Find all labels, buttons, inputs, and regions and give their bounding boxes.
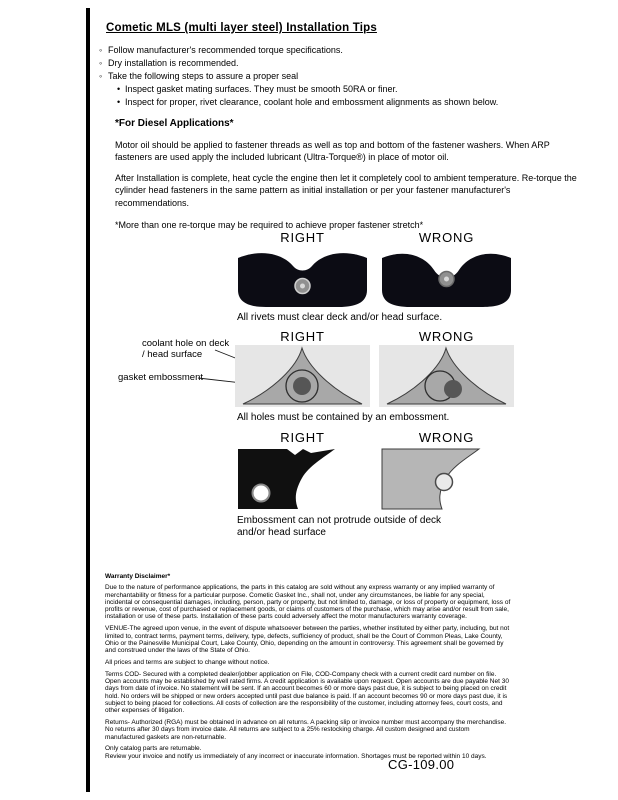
tip-text: Inspect gasket mating surfaces. They must be smooth 50RA or finer. <box>125 84 398 94</box>
list-item <box>99 97 577 109</box>
diesel-heading: *For Diesel Applications* <box>115 118 234 129</box>
list-item <box>99 84 577 96</box>
tip-text: Dry installation is recommended. <box>108 58 239 68</box>
wrong-column-label: WRONG <box>418 230 475 245</box>
disclaimer-heading: Warranty Disclaimer* <box>105 573 171 580</box>
disclaimer-paragraph: VENUE-The agreed upon venue, in the event of dispute whatsoever between the parties, whether instituted by either party, including, but not limited to, contract terms, payment terms, delivery, type, defects, sufficiency of product, shall be the Court of Common Pleas, Lake County, Ohio or the Painesville Municipal Court, Lake County, Ohio, depending on the amount in controversy. This agreement shall be governed by and construed under the laws of the State of Ohio. <box>105 625 510 655</box>
diesel-paragraph: Motor oil should be applied to fastener threads as well as top and bottom of the fastener washers. When ARP fasteners are used apply the included lubricant (Ultra-Torque®) in place of motor oil. <box>115 139 550 162</box>
circle-bullet-icon: ◦ <box>99 58 103 68</box>
disclaimer-paragraph: Returns- Authorized (RGA) must be obtained in advance on all returns. A packing slip or invoice number must accompany the merchandise. No returns after 30 days from invoice date. All returns are subject to a 25% restocking charge. All custom designed and custom manufactured gaskets are non-returnable. <box>105 719 507 741</box>
disclaimer-paragraph: Only catalog parts are returnable. <box>105 745 202 753</box>
list-item <box>99 45 577 57</box>
embossment-containment-wrong-diagram <box>379 345 514 407</box>
right-column-label: RIGHT <box>280 230 325 245</box>
diagram-caption: All holes must be contained by an embossment. <box>237 412 450 423</box>
gasket-embossment-callout: gasket embossment <box>118 372 204 383</box>
wrong-column-label: WRONG <box>418 430 475 445</box>
warranty-disclaimer-section <box>105 573 511 765</box>
disclaimer-paragraph: Terms COD- Secured with a completed dealer/jobber application on File, COD-Company check with a current credit card number on file. Open accounts may be established by well rated firms. A credit application is available upon request. Open accounts are due payable Net 30 days from date of invoice. No statement will be sent. If an account becomes 60 or more days past due, it is subject to being placed on credit hold. No orders will be shipped or new orders accepted until past due balance is paid. If an account becomes 90 or more days past due, it is subject to being placed for collections. All costs of collection are the responsibility of the customer, including attorney fees, court costs, and other expenses of litigation. <box>105 670 509 715</box>
circle-bullet-icon: ◦ <box>99 45 103 55</box>
rivet-clearance-wrong-diagram <box>379 246 514 310</box>
coolant-hole-callout: coolant hole on deck / head surface <box>142 338 230 360</box>
embossment-protrusion-right-diagram <box>235 446 370 512</box>
page-title: Cometic MLS (multi layer steel) Installation Tips <box>106 22 377 34</box>
embossment-containment-right-diagram <box>235 345 370 407</box>
right-column-label: RIGHT <box>280 329 325 344</box>
retorque-note: *More than one re-torque may be required to achieve proper fastener stretch* <box>115 220 424 230</box>
diagram-caption: Embossment can not protrude outside of deck and/or head surface <box>237 515 442 538</box>
diesel-paragraph: After Installation is complete, heat cycle the engine then let it completely cool to ambient temperature. Re-torque the cylinder head fasteners in the same pattern as initial installation or per your fastener manufacturer's recommendations. <box>115 172 577 208</box>
dot-bullet-icon: • <box>117 97 121 107</box>
tip-text: Follow manufacturer's recommended torque specifications. <box>108 45 343 55</box>
page-code: CG-109.00 <box>388 757 455 772</box>
list-item <box>99 71 577 83</box>
tip-text: Take the following steps to assure a proper seal <box>108 71 299 81</box>
circle-bullet-icon: ◦ <box>99 71 103 81</box>
diesel-applications-section <box>115 118 577 240</box>
diagram-caption: All rivets must clear deck and/or head surface. <box>237 312 443 323</box>
disclaimer-paragraph: All prices and terms are subject to change without notice. <box>105 658 270 666</box>
disclaimer-paragraph: Due to the nature of performance applications, the parts in this catalog are sold without any express warranty or any implied warranty of merchantability or fitness for a particular purpose. Cometic Gasket Inc., shall not, under any circumstances, be liable for any special, incidental or consequential damages, including, person, party or property, but not limited to, damage, or loss of property or equipment, loss of profits or revenue, cost of purchased or replacement goods, or claims of customers of the purchase, which may arise and/or result from sale, installation or use of these parts. Installation of these parts could adversely affect the motor manufacturers warranty coverage. <box>105 584 511 621</box>
right-column-label: RIGHT <box>280 430 325 445</box>
page-edge-bar <box>86 8 90 792</box>
installation-tips-list <box>99 45 577 110</box>
wrong-column-label: WRONG <box>418 329 475 344</box>
dot-bullet-icon: • <box>117 84 121 94</box>
rivet-clearance-right-diagram <box>235 246 370 310</box>
embossment-protrusion-wrong-diagram <box>379 446 514 512</box>
tip-text: Inspect for proper, rivet clearance, coolant hole and embossment alignments as shown below. <box>125 97 499 107</box>
list-item <box>99 58 577 70</box>
disclaimer-paragraph: Review your invoice and notify us immediately of any incorrect or inaccurate information. Shortages must be reported within 10 days. <box>105 752 487 760</box>
